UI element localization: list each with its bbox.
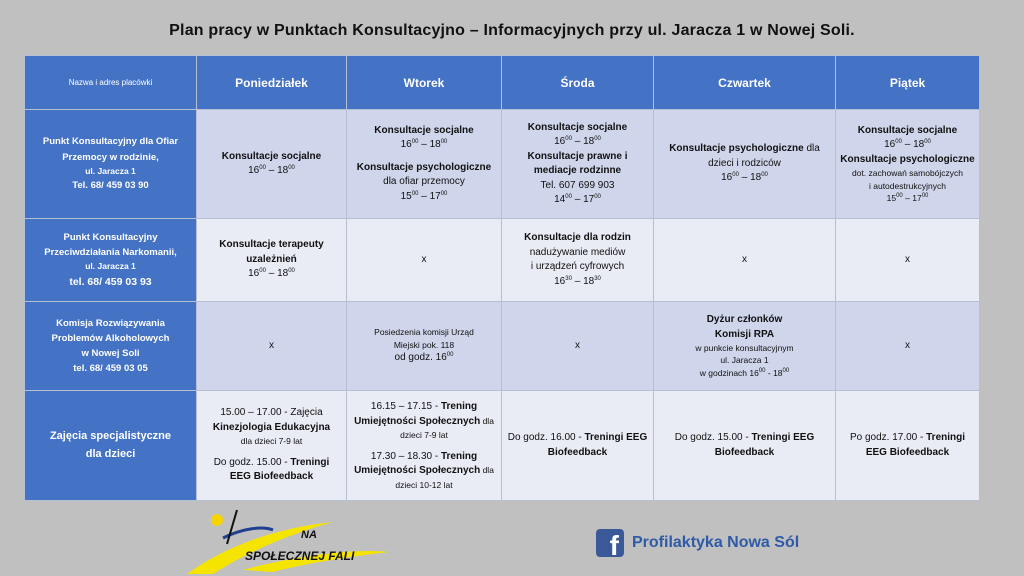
- service-note: dla ofiar przemocy: [383, 176, 465, 188]
- service-label: Konsultacje socjalne: [527, 121, 628, 133]
- time-range: $14^{00} - 17^{00}$: [554, 194, 601, 205]
- service-note: i urządzeń cyfrowych: [530, 261, 625, 272]
- service-note: nadużywanie mediów: [529, 246, 626, 258]
- header-row: [25, 56, 980, 110]
- logo-text-line1: NA: [301, 529, 317, 541]
- column-header-tuesday: Wtorek: [347, 56, 502, 110]
- column-header-facility: Nazwa i adres placówki: [25, 56, 197, 110]
- schedule-cell: [197, 219, 347, 302]
- time-range: $16^{00} - 18^{00}$: [400, 139, 448, 151]
- service-label: Do godz. 15.00 - Treningi: [213, 456, 330, 468]
- service-note: Posiedzenia komisji Urząd: [374, 327, 474, 338]
- schedule-cell: [197, 110, 347, 219]
- service-label: Konsultacje terapeuty: [219, 239, 324, 251]
- schedule-cell: [197, 391, 347, 501]
- facebook-link[interactable]: [596, 529, 800, 561]
- service-note: i autodestrukcyjnych: [868, 180, 946, 191]
- schedule-cell: [654, 110, 836, 219]
- na-spolecznej-fali-logo: [183, 508, 393, 576]
- schedule-cell: [347, 391, 502, 501]
- facility-cell-children-classes: [25, 391, 197, 501]
- service-note: dzieci 7-9 lat: [400, 430, 448, 441]
- facility-phone: tel. 68/ 459 03 05: [73, 363, 148, 375]
- service-label: Po godz. 17.00 - Treningi: [849, 432, 966, 443]
- schedule-cell: [502, 219, 654, 302]
- schedule-cell: [836, 391, 980, 501]
- column-header-friday: Piątek: [836, 56, 980, 110]
- time-range: od godz. $16^{00}$: [394, 352, 454, 364]
- facility-phone: tel. 68/ 459 03 93: [69, 275, 152, 288]
- schedule-cell: [654, 391, 836, 501]
- schedule-cell: [347, 302, 502, 391]
- facility-name: Problemów Alkoholowych: [51, 332, 170, 344]
- service-label: 17.30 – 18.30 - Trening: [370, 450, 478, 462]
- service-label: Umiejętności Społecznych dla: [354, 415, 494, 427]
- service-label: Biofeedback: [714, 446, 775, 458]
- facility-name: dla dzieci: [85, 447, 136, 460]
- table-row: [25, 110, 980, 219]
- schedule-cell: [347, 110, 502, 219]
- schedule-cell-empty: x: [836, 302, 980, 391]
- schedule-table: [24, 55, 980, 501]
- service-label: Komisji RPA: [714, 328, 775, 340]
- service-note: Miejski pok. 118: [393, 339, 455, 350]
- schedule-cell: [654, 302, 836, 391]
- facility-name: Zajęcia specjalistyczne: [49, 429, 172, 442]
- service-label: EEG Biofeedback: [229, 471, 314, 483]
- service-label: mediacje rodzinne: [533, 165, 622, 176]
- time-range: $16^{00} - 18^{00}$: [721, 172, 768, 184]
- service-note: dzieci i rodziców: [708, 157, 781, 169]
- time-range: $15^{00} - 17^{00}$: [886, 192, 929, 203]
- service-label: Konsultacje psychologiczne dla: [669, 143, 820, 155]
- service-label: 16.15 – 17.15 - Trening: [370, 401, 478, 413]
- service-label: Umiejętności Społecznych dla: [354, 465, 494, 476]
- schedule-cell: [502, 391, 654, 501]
- logo-text-line2: SPOŁECZNEJ FALI: [245, 549, 355, 563]
- schedule-cell-empty: x: [654, 219, 836, 302]
- service-note: 15.00 – 17.00 - Zajęcia: [220, 407, 323, 419]
- schedule-cell: [502, 110, 654, 219]
- service-phone: Tel. 607 699 903: [540, 179, 615, 191]
- facility-phone: Tel. 68/ 459 03 90: [72, 180, 149, 192]
- facebook-page-label: Profilaktyka Nowa Sól: [632, 534, 800, 551]
- logo-paddle-icon: [227, 510, 237, 544]
- facility-name: Punkt Konsultacyjny: [63, 231, 158, 243]
- schedule-cell-empty: x: [836, 219, 980, 302]
- table-row: [25, 219, 980, 302]
- time-range: $15^{00} - 17^{00}$: [400, 190, 448, 202]
- facility-address: ul. Jaracza 1: [85, 165, 136, 176]
- time-range: $16^{00} - 18^{00}$: [248, 268, 295, 280]
- facility-cell-victims-of-violence: [25, 110, 197, 219]
- service-note: w punkcie konsultacyjnym: [695, 343, 794, 354]
- facility-address: ul. Jaracza 1: [85, 260, 136, 271]
- facebook-icon: f: [596, 529, 624, 557]
- service-label: Konsultacje socjalne: [221, 150, 322, 162]
- time-range: $16^{00} - 18^{00}$: [884, 139, 931, 151]
- column-header-monday: Poniedziałek: [197, 56, 347, 110]
- service-label: EEG Biofeedback: [865, 446, 950, 458]
- service-label: Konsultacje dla rodzin: [524, 232, 631, 243]
- table-row: [25, 302, 980, 391]
- service-label: Kinezjologia Edukacyjna: [212, 421, 331, 433]
- time-range: w godzinach $16^{00} - 18^{00}$: [699, 367, 790, 378]
- time-range: $16^{00} - 18^{00}$: [248, 165, 295, 176]
- service-note: dzieci 10-12 lat: [395, 479, 453, 490]
- facility-name: w Nowej Soli: [81, 348, 140, 359]
- schedule-cell-empty: x: [502, 302, 654, 391]
- time-range: $16^{30} - 18^{30}$: [554, 275, 601, 287]
- schedule-cell: [836, 110, 980, 219]
- service-label: Do godz. 16.00 - Treningi EEG: [507, 432, 648, 443]
- service-label: uzależnień: [246, 253, 297, 265]
- facility-cell-alcohol-commission: [25, 302, 197, 391]
- service-note: dot. zachowań samobójczych: [851, 168, 964, 179]
- service-label: Konsultacje socjalne: [857, 124, 958, 136]
- page-title: Plan pracy w Punktach Konsultacyjno – Informacyjnych przy ul. Jaracza 1 w Nowej Soli.: [169, 22, 855, 39]
- logo-sun-icon: [211, 514, 223, 526]
- facility-cell-drug-prevention: [25, 219, 197, 302]
- time-range: $16^{00} - 18^{00}$: [554, 136, 601, 147]
- service-label: Biofeedback: [547, 446, 608, 458]
- service-label: Konsultacje prawne i: [527, 150, 628, 162]
- schedule-cell-empty: x: [197, 302, 347, 391]
- service-label: Dyżur członków: [706, 314, 783, 326]
- table-row: [25, 391, 980, 501]
- service-note: dla dzieci 7-9 lat: [240, 436, 303, 447]
- facility-name: Komisja Rozwiązywania: [56, 317, 165, 329]
- facility-name: Punkt Konsultacyjny dla Ofiar Przemocy w rodzinie,: [42, 136, 179, 163]
- column-header-wednesday: Środa: [502, 56, 654, 110]
- service-label: Do godz. 15.00 - Treningi EEG: [674, 432, 815, 443]
- column-header-thursday: Czwartek: [654, 56, 836, 110]
- service-label: Konsultacje socjalne: [374, 124, 474, 136]
- service-label: Konsultacje psychologiczne: [356, 161, 492, 173]
- service-note: ul. Jaracza 1: [720, 355, 769, 366]
- facility-name: Przeciwdziałania Narkomanii,: [44, 246, 177, 258]
- service-label: Konsultacje psychologiczne: [840, 153, 975, 165]
- schedule-cell-empty: x: [347, 219, 502, 302]
